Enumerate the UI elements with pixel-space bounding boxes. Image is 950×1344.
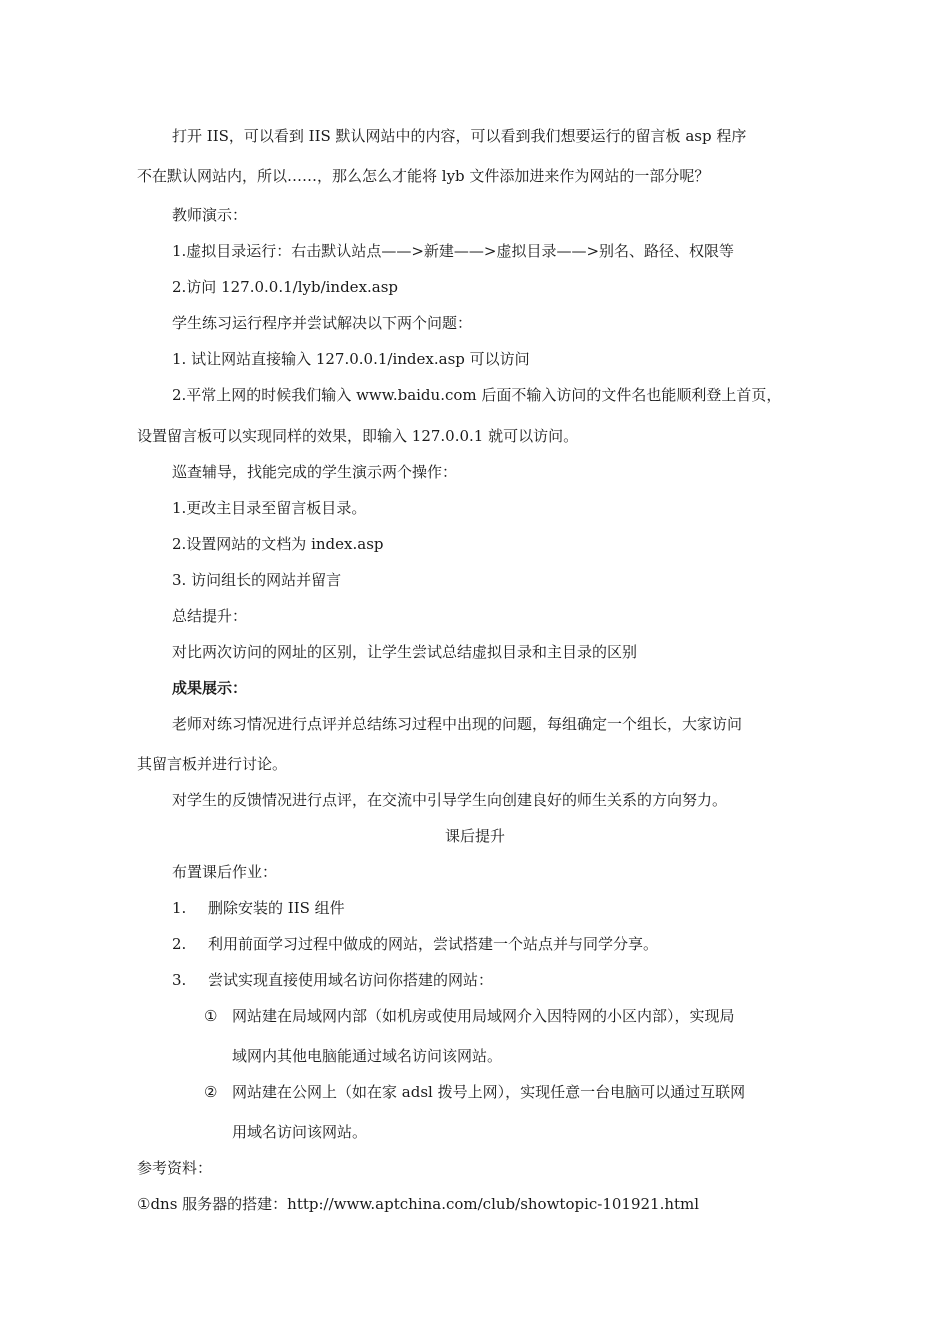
patrol-item-2: 2.设置网站的文档为 index.asp [172,535,384,553]
patrol-item-1: 1.更改主目录至留言板目录。 [172,499,367,517]
reference-item-1: ①dns 服务器的搭建：http://www.aptchina.com/club/showtopic-101921.html [137,1195,700,1213]
student-practice-item-1: 1. 试让网站直接输入 127.0.0.1/index.asp 可以访问 [172,350,530,368]
student-practice-heading: 学生练习运行程序并尝试解决以下两个问题： [172,314,473,332]
summary-heading: 总结提升： [172,607,248,625]
patrol-heading: 巡查辅导，找能完成的学生演示两个操作： [172,463,458,481]
task-number: 3. [172,971,187,989]
student-practice-item-2-line-1: 2.平常上网的时候我们输入 www.baidu.com 后面不输入访问的文件名也能顺利登上首页， [172,386,782,404]
after-class-heading: 布置课后作业： [172,863,278,881]
teacher-demo-item-2: 2.访问 127.0.0.1/lyb/index.asp [172,278,399,296]
after-class-task-1 [172,898,345,918]
results-line-3: 对学生的反馈情况进行点评，在交流中引导学生向创建良好的师生关系的方向努力。 [172,791,728,809]
after-class-title: 课后提升 [444,827,505,845]
task-text: 利用前面学习过程中做成的网站，尝试搭建一个站点并与同学分享。 [208,935,659,953]
subtask-1-line-1 [204,1006,735,1026]
summary-text: 对比两次访问的网址的区别，让学生尝试总结虚拟目录和主目录的区别 [172,643,638,661]
patrol-item-3: 3. 访问组长的网站并留言 [172,571,342,589]
results-heading: 成果展示： [172,679,248,697]
intro-line-1: 打开 IIS，可以看到 IIS 默认网站中的内容，可以看到我们想要运行的留言板 asp 程序 [172,127,747,145]
subtask-text: 网站建在公网上（如在家 adsl 拨号上网），实现任意一台电脑可以通过互联网 [232,1083,746,1101]
after-class-task-3 [172,970,493,990]
subtask-marker: ② [204,1083,218,1101]
subtask-2-line-2: 用域名访问该网站。 [232,1123,368,1141]
after-class-task-2 [172,934,658,954]
task-number: 2. [172,935,187,953]
results-line-1: 老师对练习情况进行点评并总结练习过程中出现的问题，每组确定一个组长，大家访问 [172,715,743,733]
subtask-1-line-2: 域网内其他电脑能通过域名访问该网站。 [232,1047,503,1065]
teacher-demo-heading: 教师演示： [172,206,248,224]
task-number: 1. [172,899,187,917]
results-line-2: 其留言板并进行讨论。 [137,755,288,773]
task-text: 尝试实现直接使用域名访问你搭建的网站： [208,971,494,989]
teacher-demo-item-1: 1.虚拟目录运行：右击默认站点——>新建——>虚拟目录——>别名、路径、权限等 [172,242,735,260]
subtask-2-line-1 [204,1082,745,1102]
intro-line-2: 不在默认网站内，所以……，那么怎么才能将 lyb 文件添加进来作为网站的一部分呢？ [137,167,710,185]
subtask-marker: ① [204,1007,218,1025]
references-heading: 参考资料： [137,1159,213,1177]
task-text: 删除安装的 IIS 组件 [208,899,345,917]
student-practice-item-2-line-2: 设置留言板可以实现同样的效果，即输入 127.0.0.1 就可以访问。 [137,427,579,445]
subtask-text: 网站建在局域网内部（如机房或使用局域网介入因特网的小区内部），实现局 [232,1007,735,1025]
